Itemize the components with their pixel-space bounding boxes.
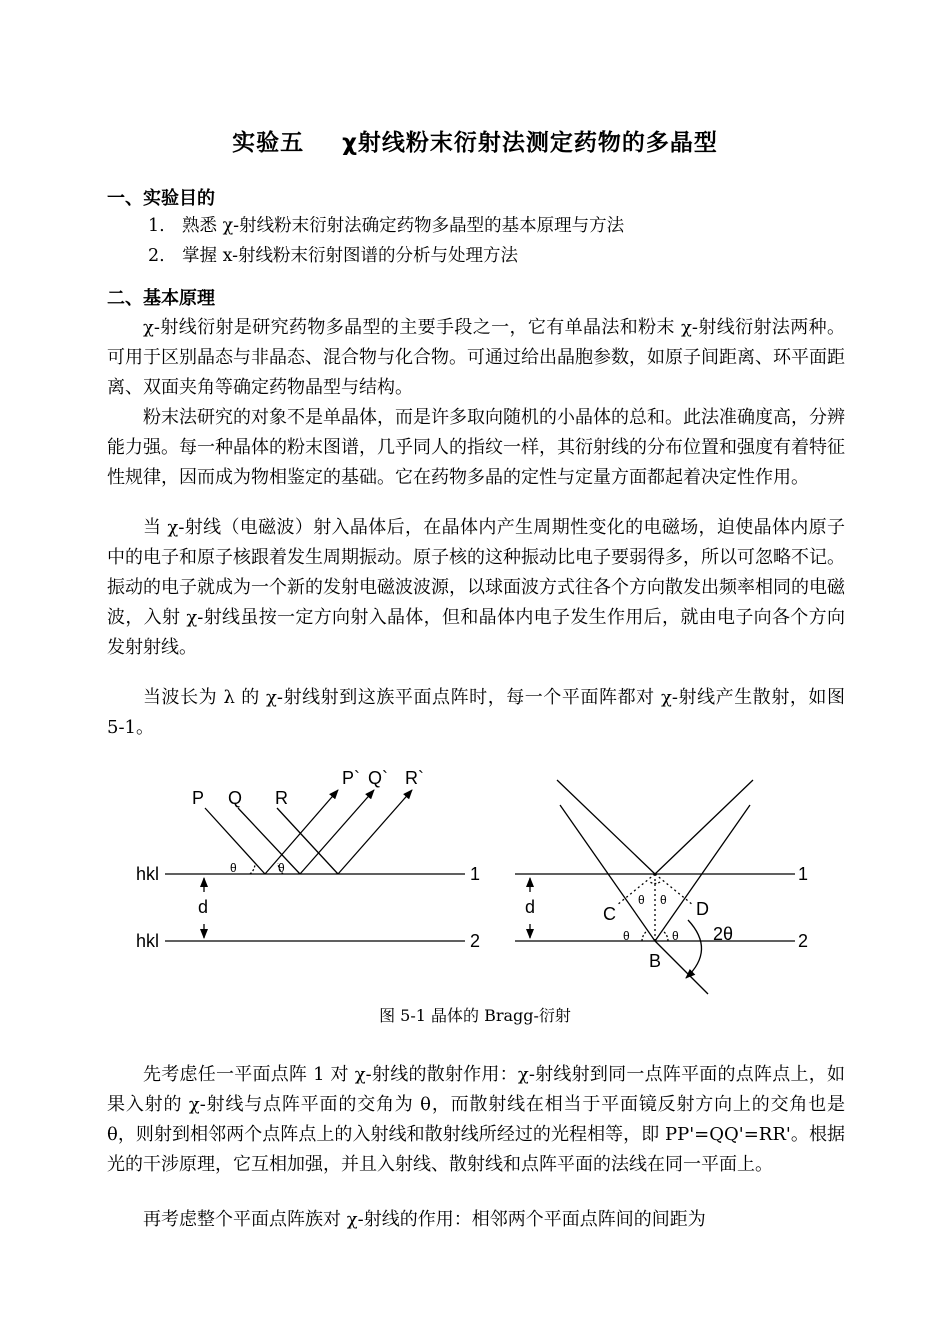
incident-ray-upper xyxy=(557,780,655,874)
label-plane-2: 2 xyxy=(470,931,481,951)
label-theta: θ xyxy=(638,893,645,907)
list-number: 2. xyxy=(148,246,165,266)
section2-heading: 二、基本原理 xyxy=(107,288,215,309)
list-number: 1. xyxy=(148,216,165,236)
label-theta: θ xyxy=(623,929,630,943)
label-r: R xyxy=(275,788,288,808)
angle-arc xyxy=(642,931,647,941)
label-plane-2: 2 xyxy=(798,931,809,951)
label-d: d xyxy=(525,897,536,917)
scattered-ray-upper xyxy=(655,780,753,874)
section1-heading: 一、实验目的 xyxy=(107,188,215,209)
label-p-prime: P` xyxy=(342,768,360,788)
transmitted-ray xyxy=(655,941,708,994)
paragraph: 先考虑任一平面点阵 1 对 χ-射线的散射作用：χ-射线射到同一点阵平面的点阵点上，如果入射的 χ-射线与点阵平面的交角为 θ，而散射线在相当于平面镜反射方向上的交角也是 θ，则射到相邻两个点阵点上的入射线和散射线所经过的光程相等，即 PP'=QQ'=RR'。根据光的干涉原理，它互相加强，并且入射线、散射线和点阵平面的法线在同一平面上。 xyxy=(107,1064,845,1175)
paragraph: 再考虑整个平面点阵族对 χ-射线的作用：相邻两个平面点阵间的间距为 xyxy=(143,1209,706,1230)
label-c: C xyxy=(603,904,616,924)
paragraph: 当 χ-射线（电磁波）射入晶体后，在晶体内产生周期性变化的电磁场，迫使晶体内原子中的电子和原子核跟着发生周期振动。原子核的这种振动比电子要弱得多，所以可忽略不记。振动的电子就成为一个新的发射电磁波波源，以球面波方式往各个方向散发出频率相同的电磁波，入射 χ-射线虽按一定方向射入晶体，但和晶体内电子发生作用后，就由电子向各个方向发射射线。 xyxy=(107,517,845,658)
scattered-ray-lower xyxy=(655,805,750,941)
label-p: P xyxy=(192,788,205,808)
title-part2: χ射线粉末衍射法测定药物的多晶型 xyxy=(342,130,718,156)
list-text: 熟悉 χ-射线粉末衍射法确定药物多晶型的基本原理与方法 xyxy=(182,216,625,236)
label-two-theta: 2θ xyxy=(713,924,734,944)
angle-arc xyxy=(663,931,668,941)
label-theta: θ xyxy=(672,929,679,943)
figure-caption: 图 5-1 晶体的 Bragg-衍射 xyxy=(379,1006,571,1025)
label-d: d xyxy=(198,897,209,917)
page-title xyxy=(0,124,950,157)
label-hkl: hkl xyxy=(136,931,160,951)
list-item xyxy=(148,211,624,241)
label-plane-1: 1 xyxy=(798,864,809,884)
objectives-list xyxy=(148,211,624,271)
title-part1: 实验五 xyxy=(232,130,305,156)
angle-arc-top xyxy=(650,882,660,884)
scattered-ray-q xyxy=(300,790,374,874)
list-item xyxy=(148,241,624,271)
label-theta: θ xyxy=(660,893,667,907)
label-q: Q xyxy=(228,788,243,808)
label-hkl: hkl xyxy=(136,864,160,884)
label-b: B xyxy=(649,951,662,971)
label-d-point: D xyxy=(696,899,709,919)
list-text: 掌握 x-射线粉末衍射图谱的分析与处理方法 xyxy=(182,246,519,266)
label-plane-1: 1 xyxy=(470,864,481,884)
incident-ray-q xyxy=(238,808,300,874)
scattered-ray-r xyxy=(338,790,412,874)
label-theta: θ xyxy=(278,861,285,875)
label-r-prime: R` xyxy=(405,768,424,788)
label-q-prime: Q` xyxy=(368,768,388,788)
perpendicular-c xyxy=(617,874,655,905)
paragraph: 粉末法研究的对象不是单晶体，而是许多取向随机的小晶体的总和。此法准确度高，分辨能力强。每一种晶体的粉末图谱，几乎同人的指纹一样，其衍射线的分布位置和强度有着特征性规律，因而成为物相鉴定的基础。它在药物多晶的定性与定量方面都起着决定性作用。 xyxy=(107,407,845,488)
angle-arc xyxy=(250,864,255,874)
paragraph: 当波长为 λ 的 χ-射线射到这族平面点阵时，每一个平面阵都对 χ-射线产生散射，如图 5-1。 xyxy=(107,687,845,738)
paragraph: χ-射线衍射是研究药物多晶型的主要手段之一，它有单晶法和粉末 χ-射线衍射法两种。可用于区别晶态与非晶态、混合物与化合物。可通过给出晶胞参数，如原子间距离、环平面距离、双面夹角等确定药物晶型与结构。 xyxy=(107,317,845,398)
bragg-diagram xyxy=(120,760,820,1000)
two-theta-arrow xyxy=(686,920,702,978)
label-theta: θ xyxy=(230,861,237,875)
